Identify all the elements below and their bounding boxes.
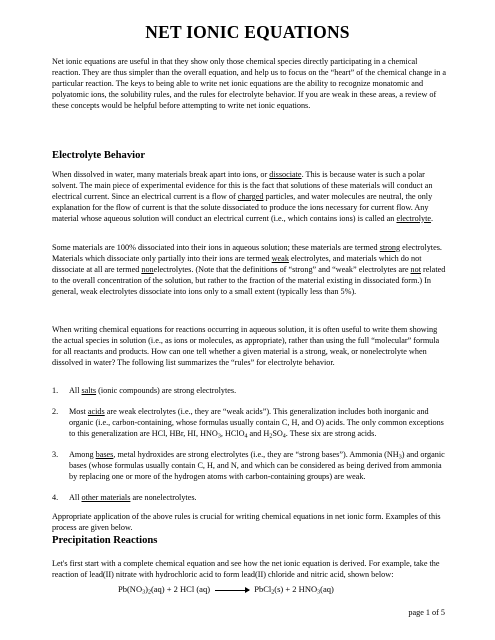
electrolyte-paragraph-3: When writing chemical equations for reactions occurring in aqueous solution, it is often useful to write them showing the actual species in solution (i.e., as ions or molecules, as appropriate), rather than using the full “molecular” formula for all reactants and products. How can one tell whether a given material is a strong, weak, or nonelectrolyte when dissolved in water? The following list summarizes the “rules” for electrolyte behavior. [52,325,440,367]
page-title: NET IONIC EQUATIONS [145,22,350,42]
electrolyte-paragraph-1: When dissolved in water, many materials break apart into ions, or dissociate. This is because water is such a polar solvent. The main piece of experimental evidence for this is the fact that solutions of these materials will conduct an electrical current. Since an electrical current is a flow of charged particles, and water molecules are neutral, the only explanation for the flow of current is that the solute dissociated to produce the ions necessary for current flow. Any material whose aqueous solution will conduct an electrical current (i.e., which contains ions) is called an electrolyte. [52,170,434,223]
rule-item: 2. Most acids are weak electrolytes (i.e., they are “weak acids”). This generalization includes both inorganic and organic (i.e., carbon-containing, whose formulas usually contain C, H, and O) acids. The only common exceptions to this generalization are HCl, HBr, HI, $HNO_3$, HClO$_4$ and $H_2SO_4$. These six are strong acids. [52,407,444,440]
electrolyte-paragraph-4: Appropriate application of the above rules is crucial for writing chemical equations in net ionic form. Examples of this process are given below. [52,512,441,532]
intro-paragraph [52,57,447,112]
electrolyte-paragraph-2: Some materials are 100% dissociated into their ions in aqueous solution; these materials are termed strong electrolytes. Materials which dissociate only partially into their ions are termed weak electrolytes, and materials which do not dissociate at all are termed nonelectrolytes. (Note that the definitions of “strong” and “weak” electrolytes are not related to the overall concentration of the solution, but rather to the fraction of the material existing in dissociated form.) In general, weak electrolytes dissociate into ions only to a small extent (typically less than 5%). [52,243,446,296]
section-heading-electrolyte: Electrolyte Behavior [52,150,146,161]
reaction-arrow-icon [215,590,249,591]
chemical-equation: $Pb(NO_3)_2(aq) + 2$ HCl (aq) PbCl$_2$(s) + 2 $HNO_3(aq)$ [118,584,334,596]
rule-item: 3. Among bases, metal hydroxides are strong electrolytes (i.e., they are “strong bases”). Ammonia $(NH_3)$ and organic bases (whose formulas usually contain C, H, and N, and which can be considered as being derived from ammonia by replacing one or more of the hydrogen atoms with carbon-containing groups) are weak. [52,450,445,481]
section-heading-precipitation: Precipitation Reactions [52,535,158,546]
rule-item: 4. All other materials are nonelectrolytes. [52,493,197,502]
precipitation-paragraph-1: Let's first start with a complete chemical equation and see how the net ionic equation is derived. For example, take the reaction of lead(II) nitrate with hydrochloric acid to form lead(II) chloride and nitric acid, shown below: [52,559,440,579]
page-number: page 1 of 5 [408,608,445,617]
intro-text: Net ionic equations are useful in that they show only those chemical species directly participating in a chemical reaction. They are thus simpler than the overall equation, and help us to focus on the “heart” of the chemical change in a particular reaction. The keys to being able to write net ionic equations are the ability to recognize monatomic and polyatomic ions, the solubility rules, and the rules for electrolyte behavior. If you are weak in these areas, a review of these concepts would be helpful before attempting to write net ionic equations. [52,57,447,110]
rule-item: 1. All salts (ionic compounds) are strong electrolytes. [52,386,237,395]
